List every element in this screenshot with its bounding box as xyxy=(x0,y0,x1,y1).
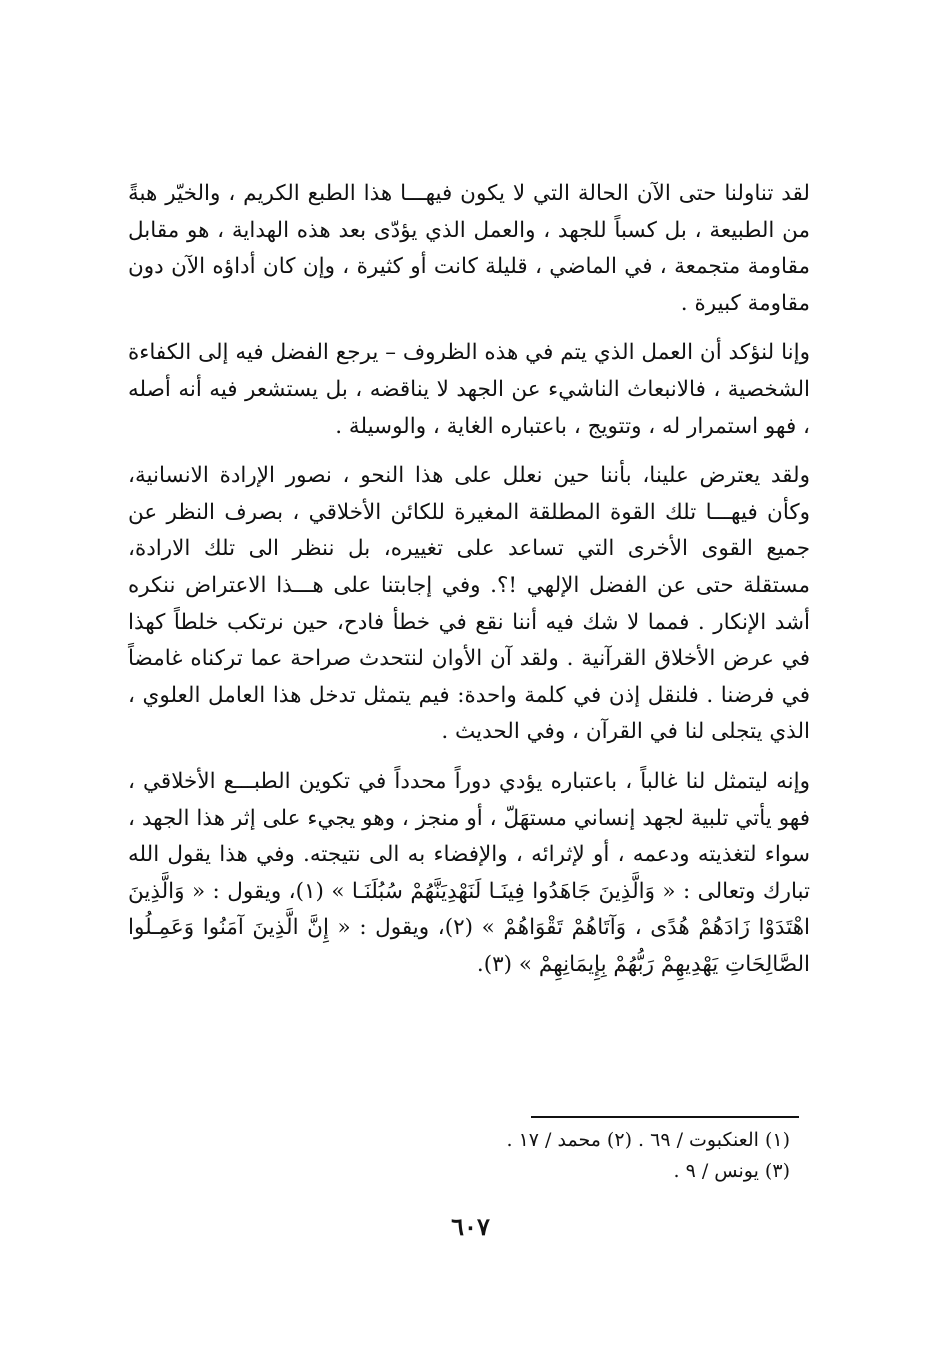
main-text xyxy=(128,176,810,996)
footnote-line-2: (٣) يونس / ٩ . xyxy=(673,1160,790,1182)
paragraph-2: وإنا لنؤكد أن العمل الذي يتم في هذه الظروف – يرجع الفضل فيه إلى الكفاءة الشخصية ، فالانبعاث الناشيء عن الجهد لا يناقضه ، بل يستشعر فيه أنه أصله ، فهو استمرار له ، وتتويج ، باعتباره الغاية ، والوسيلة . xyxy=(128,340,810,439)
paragraph-3: ولقد يعترض علينا، بأننا حين نعلل على هذا النحو ، نصور الإرادة الانسانية، وكأن فيهـــا تلك القوة المطلقة المغيرة للكائن الأخلاقي ، بصرف النظر عن جميع القوى الأخرى التي تساعد على تغييره، بل ننظر الى تلك الارادة، مستقلة حتى عن الفضل الإلهي !؟. وفي إجابتنا على هـــذا الاعتراض ننكره أشد الإنكار . فمما لا شك فيه أننا نقع في خطأ فادح، حين نرتكب خلطاً كهذا في عرض الأخلاق القرآنية . ولقد آن الأوان لنتحدث صراحة عما تركناه غامضاً في فرضنا . فلنقل إذن في كلمة واحدة: فيم يتمثل تدخل هذا العامل العلوي ، الذي يتجلى لنا في القرآن ، وفي الحديث . xyxy=(128,463,810,745)
paragraph-1: لقد تناولنا حتى الآن الحالة التي لا يكون فيهـــا هذا الطبع الكريم ، والخيّر هبةً من الطبيعة ، بل كسباً للجهد ، والعمل الذي يؤدّى بعد هذه الهداية ، هو مقابل مقاومة متجمعة ، في الماضي ، قليلة كانت أو كثيرة ، وإن كان أداؤه الآن دون مقاومة كبيرة . xyxy=(128,181,810,316)
page-number: ٦٠٧ xyxy=(451,1212,490,1241)
footnotes xyxy=(380,1125,790,1187)
paragraph-4: وإنه ليتمثل لنا غالباً ، باعتباره يؤدي دوراً محدداً في تكوين الطبـــع الأخلاقي ، فهو يأتي تلبية لجهد إنساني مستهَلّ ، أو منجز ، وهو يجيء على إثر هذا الجهد ، سواء لتغذيته ودعمه ، أو لإثرائه ، والإفضاء به الى نتيجته. وفي هذا يقول الله تبارك وتعالى : « وَالَّذِينَ جَاهَدُوا فِينَـا لَنَهْدِيَنَّهُمْ سُبُلَنَـا » (١)، ويقول : « وَالَّذِينَ اهْتَدَوْا زَادَهُمْ هُدًى ، وَآتَاهُمْ تَقْوَاهُمْ » (٢)، ويقول : « إِنَّ الَّذِينَ آمَنُوا وَعَمِـلُوا الصَّالِحَاتِ يَهْدِيهِمْ رَبُّهُمْ بِإِيمَانِهِمْ » (٣). xyxy=(128,768,810,977)
footnote-divider xyxy=(531,1116,799,1118)
footnote-line-1: (١) العنكبوت / ٦٩ . (٢) محمد / ١٧ . xyxy=(506,1129,790,1151)
